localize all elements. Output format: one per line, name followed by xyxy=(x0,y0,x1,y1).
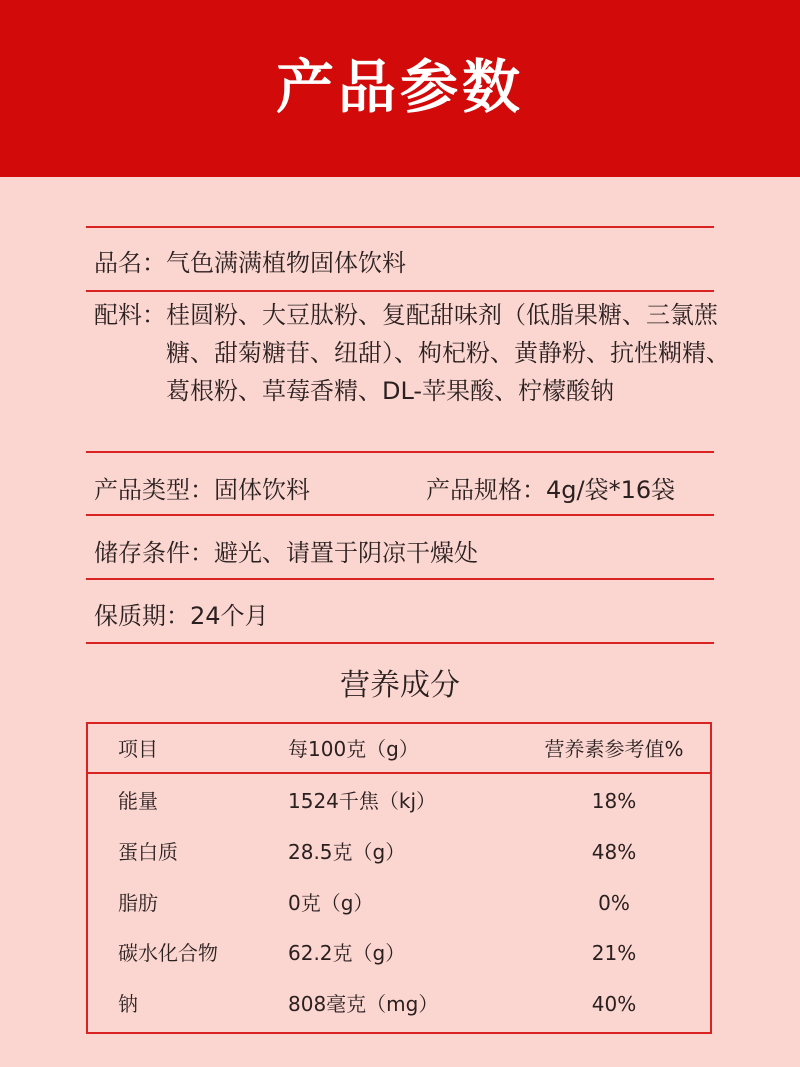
divider xyxy=(86,290,714,292)
param-type xyxy=(94,471,310,509)
param-type-label: 产品类型： xyxy=(94,476,214,504)
table-header-item: 项目 xyxy=(118,737,158,761)
table-cell-nrv: 21% xyxy=(591,941,637,965)
divider xyxy=(86,451,714,453)
table-header-nrv: 营养素参考值% xyxy=(544,737,684,761)
divider xyxy=(86,514,714,516)
divider xyxy=(86,226,714,228)
table-cell-amount: 808毫克（mg） xyxy=(288,992,439,1016)
param-spec-value: 4g/袋*16袋 xyxy=(546,476,676,504)
table-cell-nrv: 18% xyxy=(591,789,637,813)
table-cell-nrv: 40% xyxy=(591,992,637,1016)
param-spec xyxy=(426,471,675,509)
table-cell-item: 蛋白质 xyxy=(118,840,178,864)
table-cell-amount: 1524千焦（kj） xyxy=(288,789,437,813)
table-cell-amount: 62.2克（g） xyxy=(288,941,406,965)
table-cell-nrv: 0% xyxy=(598,891,630,915)
header-banner xyxy=(0,0,800,177)
table-header-divider xyxy=(88,772,710,774)
param-ingredients-value: 桂圆粉、大豆肽粉、复配甜味剂（低脂果糖、三氯蔗糖、甜菊糖苷、纽甜）、枸杞粉、黄静粉、抗性糊精、葛根粉、草莓香精、DL-苹果酸、柠檬酸钠 xyxy=(166,301,730,405)
param-spec-label: 产品规格： xyxy=(426,476,546,504)
table-cell-item: 能量 xyxy=(118,789,158,813)
param-storage-label: 储存条件： xyxy=(94,539,214,567)
param-type-value: 固体饮料 xyxy=(214,476,310,504)
table-cell-item: 碳水化合物 xyxy=(118,941,218,965)
param-ingredients xyxy=(94,296,734,410)
page-title: 产品参数 xyxy=(275,52,524,121)
table-cell-item: 钠 xyxy=(118,992,138,1016)
divider xyxy=(86,578,714,580)
nutrition-table xyxy=(86,722,712,1034)
nutrition-title: 营养成分 xyxy=(340,668,460,703)
table-cell-amount: 0克（g） xyxy=(288,891,374,915)
divider xyxy=(86,642,714,644)
param-shelf-life xyxy=(94,597,734,635)
param-name-value: 气色满满植物固体饮料 xyxy=(166,249,406,277)
param-storage xyxy=(94,534,734,572)
table-cell-nrv: 48% xyxy=(591,840,637,864)
table-cell-item: 脂肪 xyxy=(118,891,158,915)
param-storage-value: 避光、请置于阴凉干燥处 xyxy=(214,539,478,567)
table-header-per100g: 每100克（g） xyxy=(288,737,419,761)
param-shelf-life-label: 保质期： xyxy=(94,602,190,630)
param-shelf-life-value: 24个月 xyxy=(190,602,269,630)
param-ingredients-label: 配料： xyxy=(94,301,166,329)
table-cell-amount: 28.5克（g） xyxy=(288,840,406,864)
param-name xyxy=(94,244,734,282)
param-name-label: 品名： xyxy=(94,249,166,277)
